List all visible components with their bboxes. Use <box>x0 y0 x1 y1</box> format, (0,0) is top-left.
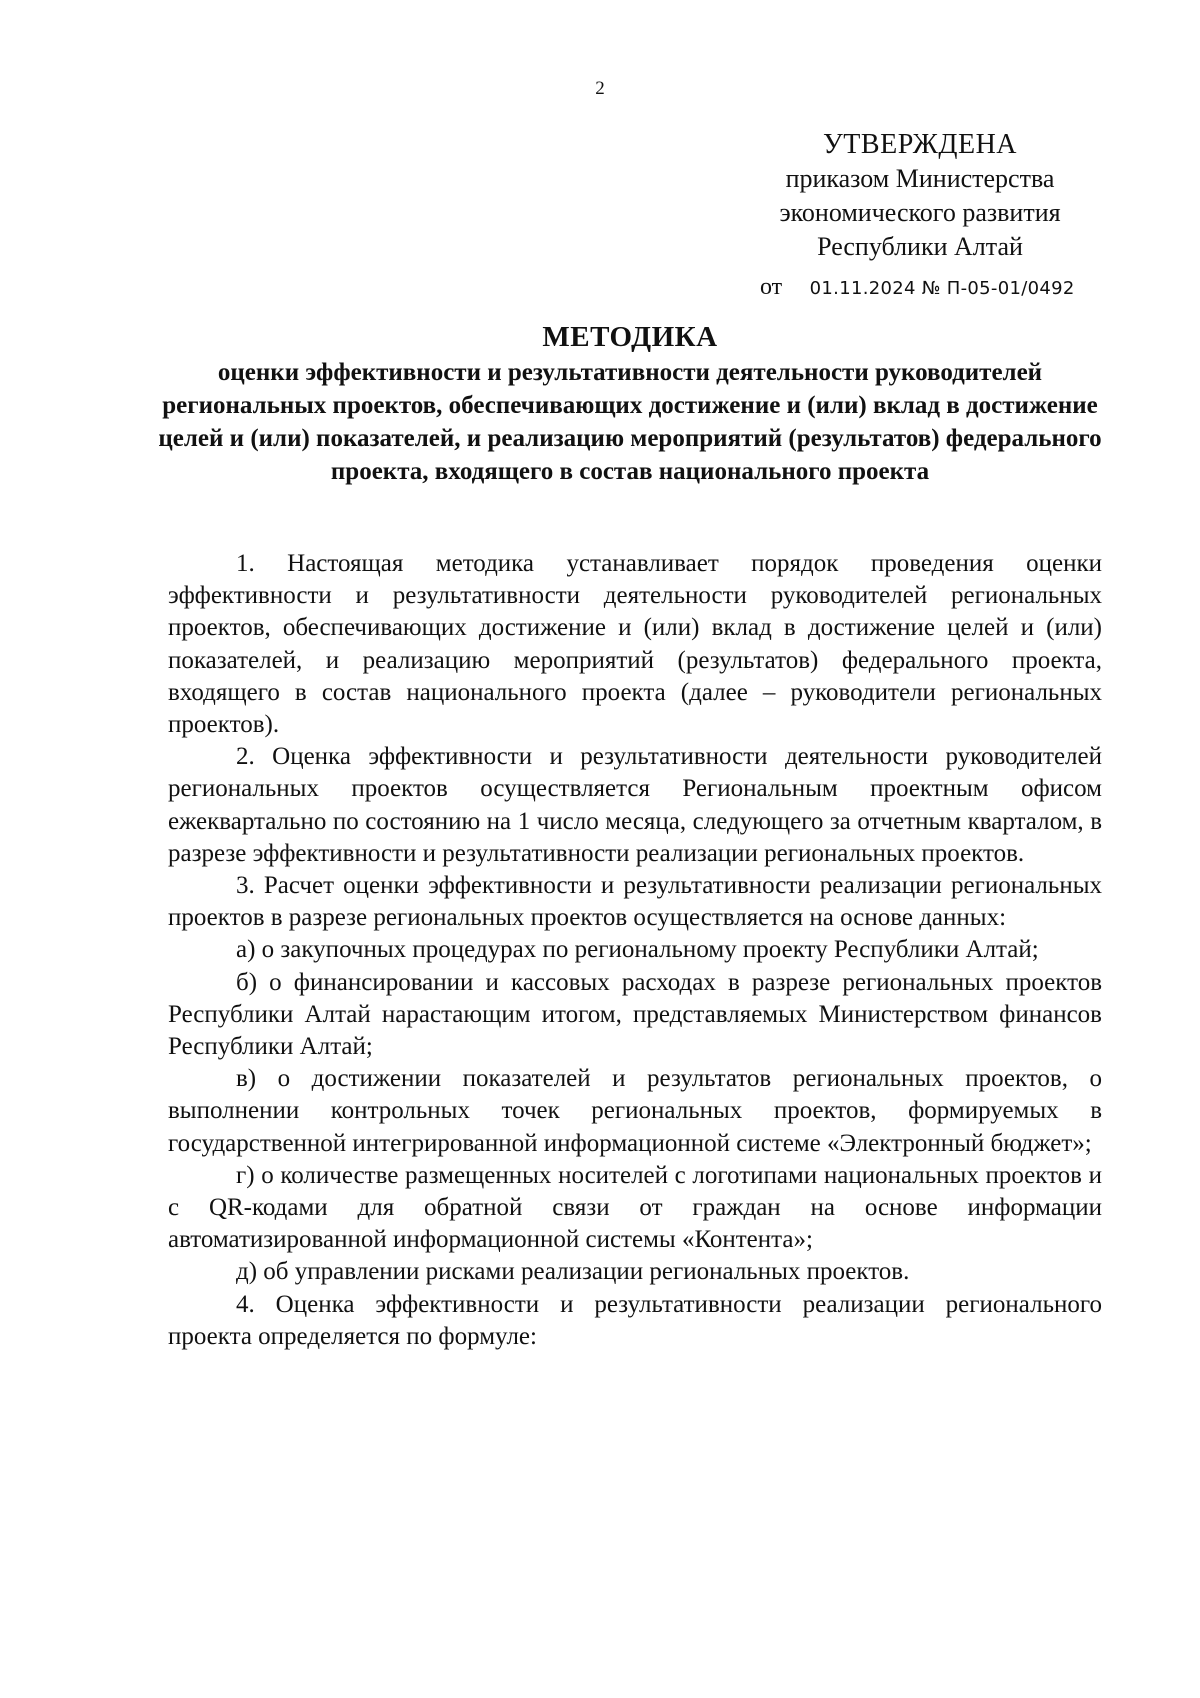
document-title-block <box>150 318 1110 488</box>
approval-date-line <box>740 270 1100 306</box>
approval-line-1: приказом Министерства <box>785 164 1055 193</box>
approval-line-3: Республики Алтай <box>817 232 1023 261</box>
list-item-g: г) о количестве размещенных носителей с логотипами национальных проектов и с QR-кодами для обратной связи от граждан на основе информации автоматизированной информационной системы «Контента»; <box>168 1161 1102 1254</box>
document-subtitle: оценки эффективности и результативности деятельности руководителей региональных проектов, обеспечивающих достижение и (или) вклад в достижение целей и (или) показателей, и реализацию мероприятий (результатов) федерального проекта, входящего в состав национального проекта <box>158 359 1102 485</box>
list-item-d: д) об управлении рисками реализации региональных проектов. <box>236 1258 910 1286</box>
document-body <box>168 548 1102 1353</box>
document-title: МЕТОДИКА <box>542 321 718 353</box>
paragraph-1: 1. Настоящая методика устанавливает порядок проведения оценки эффективности и результативности деятельности руководителей региональных проектов, обеспечивающих достижение и (или) вклад в достижение целей и (или) показателей, и реализацию мероприятий (результатов) федерального проекта, входящего в состав национального проекта (далее – руководители региональных проектов). <box>168 550 1102 739</box>
approval-block <box>740 128 1100 306</box>
list-item-b: б) о финансировании и кассовых расходах в разрезе региональных проектов Республики Алтай нарастающим итогом, представляемых Министерством финансов Республики Алтай; <box>168 968 1102 1061</box>
page-number: 2 <box>595 78 605 99</box>
list-item-v: в) о достижении показателей и результатов региональных проектов, о выполнении контрольных точек региональных проектов, формируемых в государственной интегрированной информационной системе «Электронный бюджет»; <box>168 1065 1102 1157</box>
approval-date-number-stamp: 01.11.2024 № П-05-01/0492 <box>809 278 1075 299</box>
paragraph-4: 4. Оценка эффективности и результативности реализации регионального проекта определяется по формуле: <box>168 1290 1102 1350</box>
paragraph-2: 2. Оценка эффективности и результативности деятельности руководителей региональных проектов осуществляется Региональным проектным офисом ежеквартально по состоянию на 1 число месяца, следующего за отчетным кварталом, в разрезе эффективности и результативности реализации региональных проектов. <box>168 743 1102 867</box>
approval-line-2: экономического развития <box>779 198 1061 227</box>
approval-from-label: от <box>760 274 783 300</box>
paragraph-3: 3. Расчет оценки эффективности и результативности реализации региональных проектов в разрезе региональных проектов осуществляется на основе данных: <box>168 872 1102 932</box>
approval-heading: УТВЕРЖДЕНА <box>822 129 1018 160</box>
list-item-a: а) о закупочных процедурах по региональному проекту Республики Алтай; <box>236 936 1039 964</box>
